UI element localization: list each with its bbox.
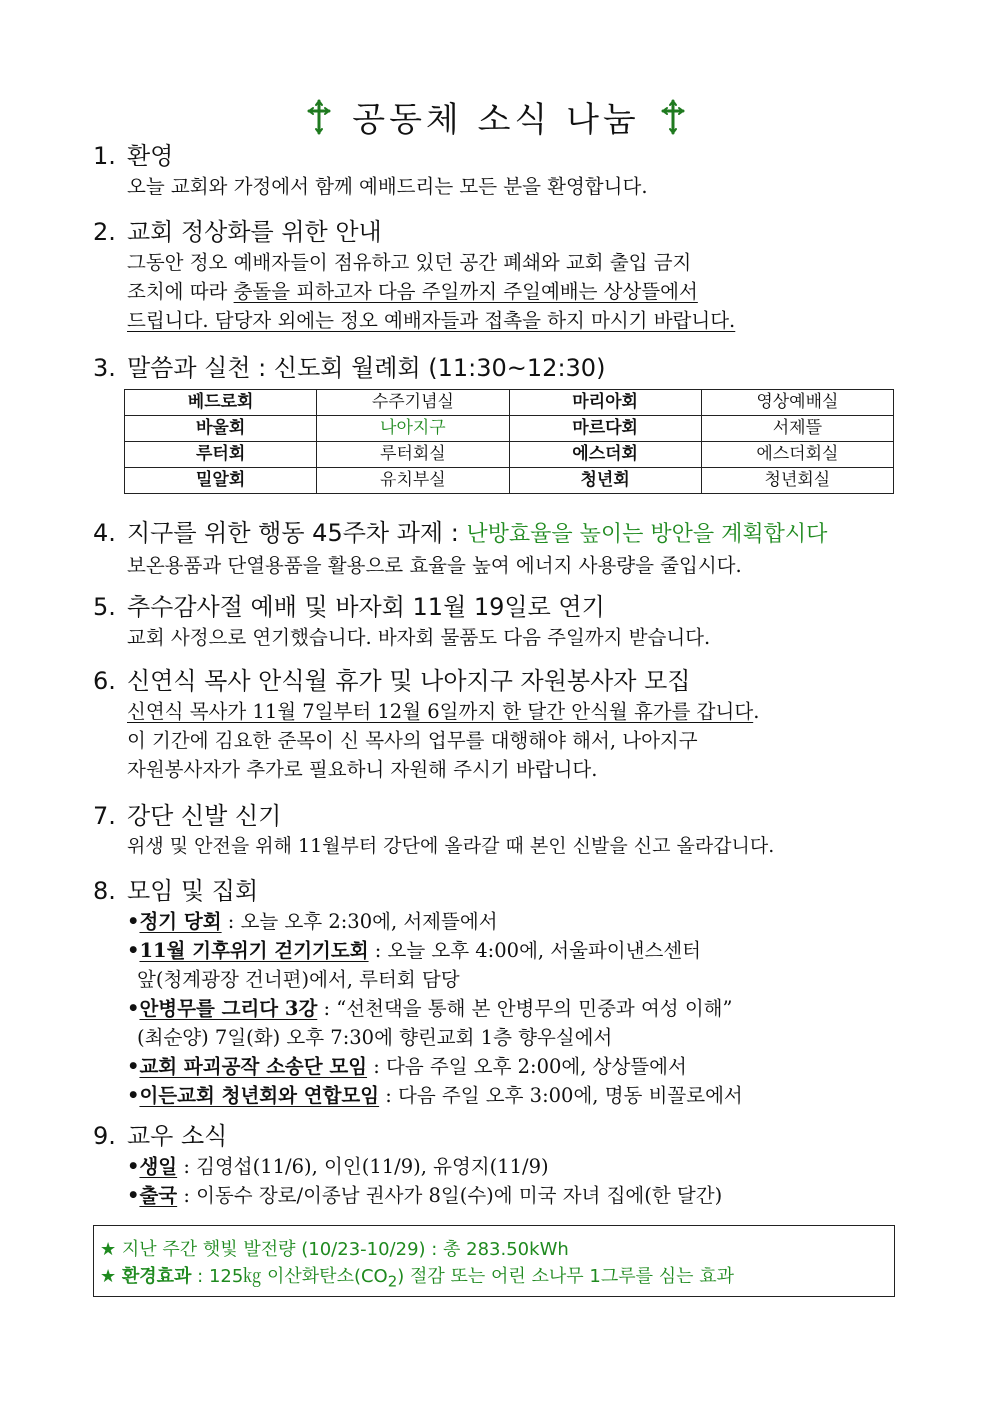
item-text [93,306,899,335]
bullet-text: : 이동수 장로/이종남 권사가 8일(수)에 미국 자녀 집에(한 달간) [177,1184,723,1207]
item-text: 위생 및 안전을 위해 11월부터 강단에 올라갈 때 본인 신발을 신고 올라갑니다. [127,835,775,857]
table-cell: 에스더회 [509,442,701,468]
item-pulpit-shoes [93,800,899,861]
bullet-text: : “선천댁을 통해 본 안병무의 민중과 여성 이해” [317,997,733,1020]
item-word-practice [93,352,899,384]
item-text: 보온용품과 단열용품을 활용으로 효율을 높여 에너지 사용량을 줄입시다. [127,554,742,577]
bullet-text: : 오늘 오후 4:00에, 서울파이낸스센터 [368,939,701,962]
table-row [125,390,894,416]
item-text: 자원봉사자가 추가로 필요하니 자원해 주시기 바랍니다. [127,758,598,781]
item-number: 9. [93,1122,116,1150]
cross-icon [304,99,334,135]
item-text: 그동안 정오 예배자들이 점유하고 있던 공간 폐쇄와 교회 출입 금지 [127,251,692,274]
item-number: 7. [93,802,116,830]
table-cell: 루터회실 [317,442,509,468]
item-heading: 말씀과 실천 : 신도회 월례회 [127,354,429,382]
table-row [125,442,894,468]
item-text [93,697,899,726]
item-number: 5. [93,593,116,621]
table-cell: 나아지구 [317,416,509,442]
bullet-label: 11월 기후위기 걷기기도회 [139,939,369,962]
text-span: 조치에 따라 [127,280,234,303]
item-number: 3. [93,354,116,382]
item-heading: 추수감사절 예배 및 바자회 11월 19일로 연기 [127,593,605,621]
table-cell: 수주기념실 [317,390,509,416]
item-text: 오늘 교회와 가정에서 함께 예배드리는 모든 분을 환영합니다. [127,175,648,198]
item-thanksgiving [93,591,899,652]
bullet-label: 안병무를 그리다 3강 [139,997,318,1020]
item-number: 8. [93,877,116,905]
list-item: •교회 파괴공작 소송단 모임 : 다음 주일 오후 2:00에, 상상뜰에서 [127,1055,687,1078]
notice-line [100,1263,894,1296]
item-heading: 지구를 위한 행동 45주차 과제 : [127,519,467,547]
item-heading: 교회 정상화를 위한 안내 [127,218,382,246]
bullet-text: : 오늘 오후 2:30에, 서제뜰에서 [221,910,498,933]
notice-line [100,1236,894,1263]
table-cell: 바울회 [125,416,317,442]
text-span: . [753,700,760,723]
list-item: •안병무를 그리다 3강 : “선천댁을 통해 본 안병무의 민중과 여성 이해” [127,997,733,1020]
notice-text: ) 절감 또는 어린 소나무 1그루를 심는 효과 [397,1266,735,1287]
item-meetings [93,875,899,1110]
bullet-label: 정기 당회 [139,910,222,933]
item-heading-green: 난방효율을 높이는 방안을 계획합시다 [466,522,828,547]
list-item: •11월 기후위기 걷기기도회 : 오늘 오후 4:00에, 서울파이낸스센터 [127,939,701,962]
list-item: •출국 : 이동수 장로/이종남 권사가 8일(수)에 미국 자녀 집에(한 달간) [127,1184,723,1207]
groups-table [124,389,894,494]
table-cell: 베드로회 [125,390,317,416]
bullet-label: 이든교회 청년회와 연합모임 [139,1084,380,1107]
list-item: •이든교회 청년회와 연합모임 : 다음 주일 오후 3:00에, 명동 비꼴로에서 [127,1084,743,1107]
item-earth-action [93,517,899,580]
item-time: (11:30~12:30) [428,354,606,382]
cross-icon [658,99,688,135]
bullet-text: : 다음 주일 오후 2:00에, 상상뜰에서 [367,1055,687,1078]
notice-text: 지난 주간 햇빛 발전량 (10/23-10/29) : 총 283.50kWh [121,1239,569,1260]
bullet-label: 교회 파괴공작 소송단 모임 [139,1055,368,1078]
underlined-text: 충돌을 피하고자 다음 주일까지 주일예배는 상상뜰에서 [233,280,698,303]
item-heading: 모임 및 집회 [127,877,259,905]
bullet-label: 생일 [139,1155,178,1178]
item-heading: 신연식 목사 안식월 휴가 및 나아지구 자원봉사자 모집 [127,667,691,695]
item-number: 1. [93,142,116,170]
table-cell: 청년회실 [701,468,893,494]
notice-text: : 125㎏ 이산화탄소(CO [191,1266,388,1287]
table-cell: 유치부실 [317,468,509,494]
bullet-text: : 김영섭(11/6), 이인(11/9), 유영지(11/9) [177,1155,549,1178]
star-icon: ★ [100,1239,117,1260]
item-heading: 환영 [127,142,174,170]
title-row [0,92,992,141]
item-heading: 강단 신발 신기 [127,802,282,830]
table-cell: 마리아회 [509,390,701,416]
item-number: 6. [93,667,116,695]
item-church-normalization [93,216,899,335]
table-cell: 루터회 [125,442,317,468]
table-row [125,468,894,494]
item-welcome [93,140,899,201]
list-item: •정기 당회 : 오늘 오후 2:30에, 서제뜰에서 [127,910,498,933]
table-cell: 영상예배실 [701,390,893,416]
item-text [93,277,899,306]
item-heading: 교우 소식 [127,1122,228,1150]
solar-notice-box [93,1225,895,1297]
item-text: 교회 사정으로 연기했습니다. 바자회 물품도 다음 주일까지 받습니다. [127,626,711,649]
bullet-continuation: 앞(청계광장 건너편)에서, 루터회 담당 [137,968,460,991]
bullet-text: : 다음 주일 오후 3:00에, 명동 비꼴로에서 [379,1084,743,1107]
item-member-news [93,1120,899,1210]
notice-subscript: 2 [387,1272,398,1291]
list-item: •생일 : 김영섭(11/6), 이인(11/9), 유영지(11/9) [127,1155,549,1178]
table-cell: 마르다회 [509,416,701,442]
item-text: 이 기간에 김요한 준목이 신 목사의 업무를 대행해야 해서, 나아지구 [127,729,698,752]
item-number: 2. [93,218,116,246]
table-cell: 청년회 [509,468,701,494]
underlined-text: 신연식 목사가 11월 7일부터 12월 6일까지 한 달간 안식월 휴가를 갑니다 [127,700,754,723]
table-cell: 에스더회실 [701,442,893,468]
item-sabbatical [93,665,899,784]
page-title: 공동체 소식 나눔 [352,100,640,140]
table-cell: 서제뜰 [701,416,893,442]
bullet-label: 출국 [139,1184,178,1207]
table-row [125,416,894,442]
item-number: 4. [93,519,116,547]
star-icon: ★ [100,1266,117,1287]
bullet-continuation: (최순양) 7일(화) 오후 7:30에 향린교회 1층 향우실에서 [137,1026,613,1049]
table-cell: 밀알회 [125,468,317,494]
notice-label: 환경효과 [121,1266,192,1287]
underlined-text: 드립니다. 담당자 외에는 정오 예배자들과 접촉을 하지 마시기 바랍니다. [127,309,736,332]
